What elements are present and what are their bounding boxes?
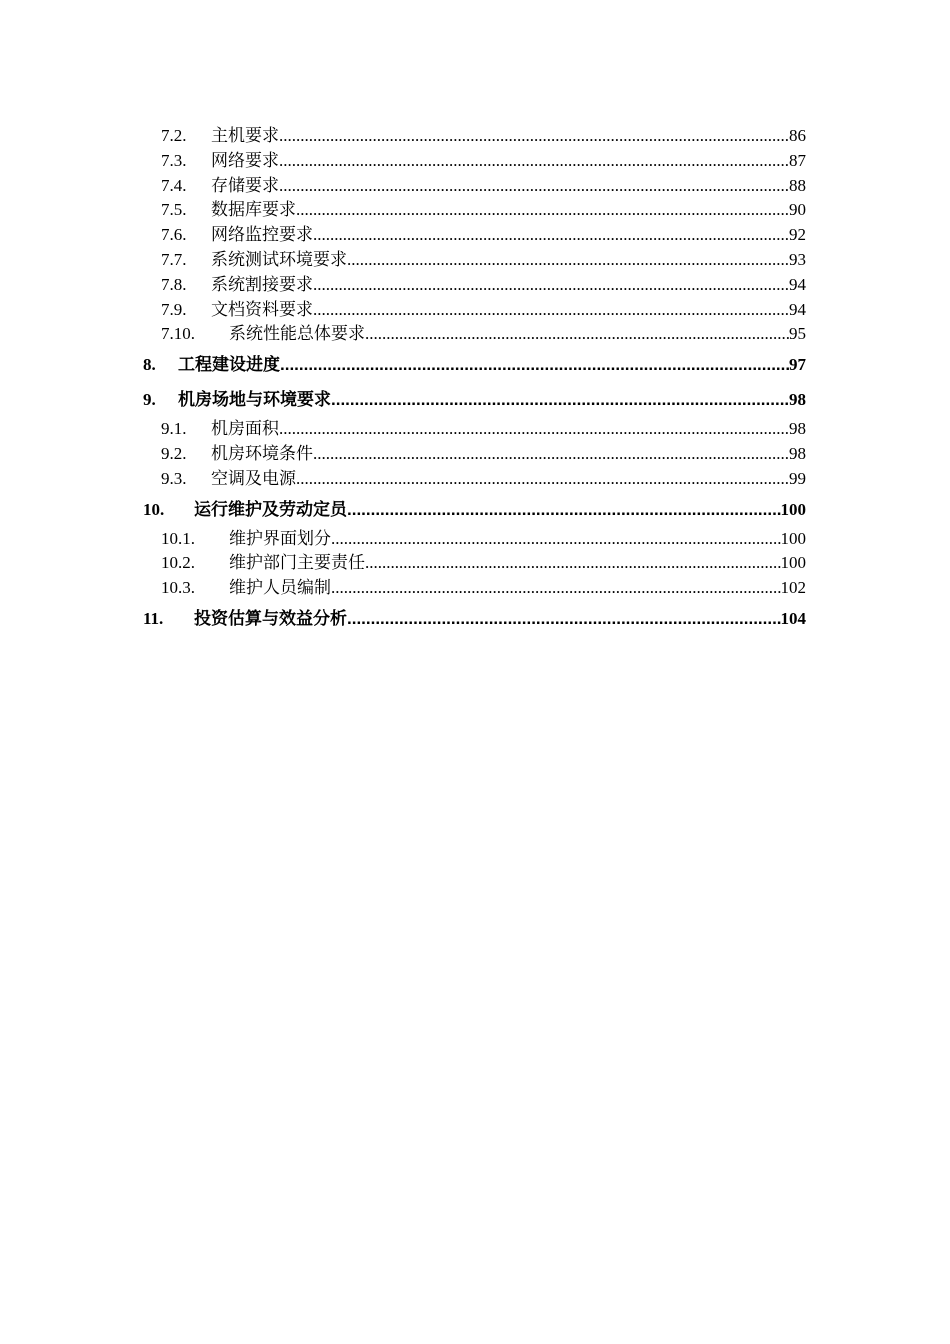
toc-leader	[279, 417, 789, 442]
toc-page: 94	[789, 274, 806, 294]
toc-leader	[279, 174, 789, 199]
toc-leader	[331, 576, 781, 601]
toc-leader	[279, 124, 789, 149]
toc-page: 88	[789, 175, 806, 195]
toc-page: 100	[780, 553, 806, 573]
toc-title: 系统测试环境要求	[211, 249, 347, 269]
toc-page: 98	[789, 443, 806, 463]
toc-title: 网络监控要求	[211, 225, 313, 245]
toc-page: 94	[789, 299, 806, 319]
toc-leader	[347, 601, 781, 636]
toc-title: 存储要求	[211, 175, 279, 195]
toc-number: 9.1.	[161, 419, 187, 439]
toc-title: 维护界面划分	[229, 528, 331, 548]
toc-number: 7.2.	[161, 126, 187, 145]
toc-entry-7-3[interactable]	[143, 149, 806, 174]
toc-number: 10.2.	[161, 553, 195, 573]
toc-number: 7.7.	[161, 249, 187, 269]
toc-leader	[347, 492, 781, 527]
toc-entry-10-2[interactable]	[143, 551, 806, 576]
toc-page: 104	[780, 608, 806, 628]
toc-leader	[365, 551, 781, 576]
toc-entry-10[interactable]	[143, 492, 806, 527]
toc-entry-7-7[interactable]	[143, 248, 806, 273]
toc-page: 87	[789, 150, 806, 170]
toc-title: 维护人员编制	[229, 578, 331, 598]
toc-number: 7.6.	[161, 225, 187, 245]
toc-entry-7-8[interactable]	[143, 273, 806, 298]
toc-title: 网络要求	[211, 150, 279, 170]
toc-number: 9.	[143, 390, 156, 410]
toc-title: 工程建设进度	[178, 355, 280, 375]
toc-number: 7.4.	[161, 175, 187, 195]
toc-entry-9-2[interactable]	[143, 442, 806, 467]
toc-entry-7-5[interactable]	[143, 198, 806, 223]
toc-number: 10.1.	[161, 528, 195, 548]
toc-page: 99	[789, 468, 806, 488]
toc-title: 机房环境条件	[211, 443, 313, 463]
toc-number: 11.	[143, 608, 164, 628]
toc-entry-7-10[interactable]	[143, 322, 806, 347]
toc-entry-9-1[interactable]	[143, 417, 806, 442]
toc-leader	[296, 198, 789, 223]
toc-entry-10-3[interactable]	[143, 576, 806, 601]
toc-number: 9.3.	[161, 468, 187, 488]
toc-number: 7.3.	[161, 150, 187, 170]
toc-number: 10.	[143, 499, 165, 519]
toc-leader	[313, 298, 789, 323]
toc-number: 7.8.	[161, 274, 187, 294]
toc-leader	[347, 248, 789, 273]
toc-page: 86	[789, 126, 806, 145]
toc-page: 92	[789, 225, 806, 245]
toc-title: 机房场地与环境要求	[178, 390, 331, 410]
toc-leader	[296, 467, 789, 492]
toc-page: 100	[780, 528, 806, 548]
toc-leader	[331, 382, 789, 417]
toc-leader	[365, 322, 789, 347]
toc-title: 数据库要求	[211, 200, 296, 220]
toc-entry-11[interactable]	[143, 601, 806, 636]
toc-page: 98	[789, 419, 806, 439]
toc-title: 机房面积	[211, 419, 279, 439]
toc-number: 7.10.	[161, 324, 195, 344]
toc-leader	[331, 527, 781, 552]
toc-page: 90	[789, 200, 806, 220]
toc-page: 93	[789, 249, 806, 269]
toc-number: 7.9.	[161, 299, 187, 319]
toc-title: 系统割接要求	[211, 274, 313, 294]
toc-entry-8[interactable]	[143, 347, 806, 382]
table-of-contents	[143, 124, 806, 636]
toc-page: 97	[789, 355, 806, 375]
toc-number: 8.	[143, 355, 156, 375]
toc-number: 10.3.	[161, 578, 195, 598]
toc-entry-9[interactable]	[143, 382, 806, 417]
toc-leader	[313, 273, 789, 298]
toc-leader	[313, 442, 789, 467]
toc-title: 文档资料要求	[211, 299, 313, 319]
toc-title: 主机要求	[211, 126, 279, 145]
toc-page: 100	[780, 499, 806, 519]
toc-entry-10-1[interactable]	[143, 527, 806, 552]
toc-number: 7.5.	[161, 200, 187, 220]
toc-entry-9-3[interactable]	[143, 467, 806, 492]
toc-entry-7-4[interactable]	[143, 174, 806, 199]
toc-title: 维护部门主要责任	[229, 553, 365, 573]
toc-leader	[313, 223, 789, 248]
toc-leader	[280, 347, 789, 382]
toc-entry-7-9[interactable]	[143, 298, 806, 323]
toc-page: 95	[789, 324, 806, 344]
toc-title: 空调及电源	[211, 468, 296, 488]
toc-entry-7-2[interactable]	[143, 124, 806, 149]
toc-page: 98	[789, 390, 806, 410]
toc-title: 投资估算与效益分析	[194, 608, 347, 628]
toc-number: 9.2.	[161, 443, 187, 463]
toc-title: 运行维护及劳动定员	[194, 499, 347, 519]
toc-entry-7-6[interactable]	[143, 223, 806, 248]
toc-leader	[279, 149, 789, 174]
toc-title: 系统性能总体要求	[229, 324, 365, 344]
toc-page: 102	[780, 578, 806, 598]
